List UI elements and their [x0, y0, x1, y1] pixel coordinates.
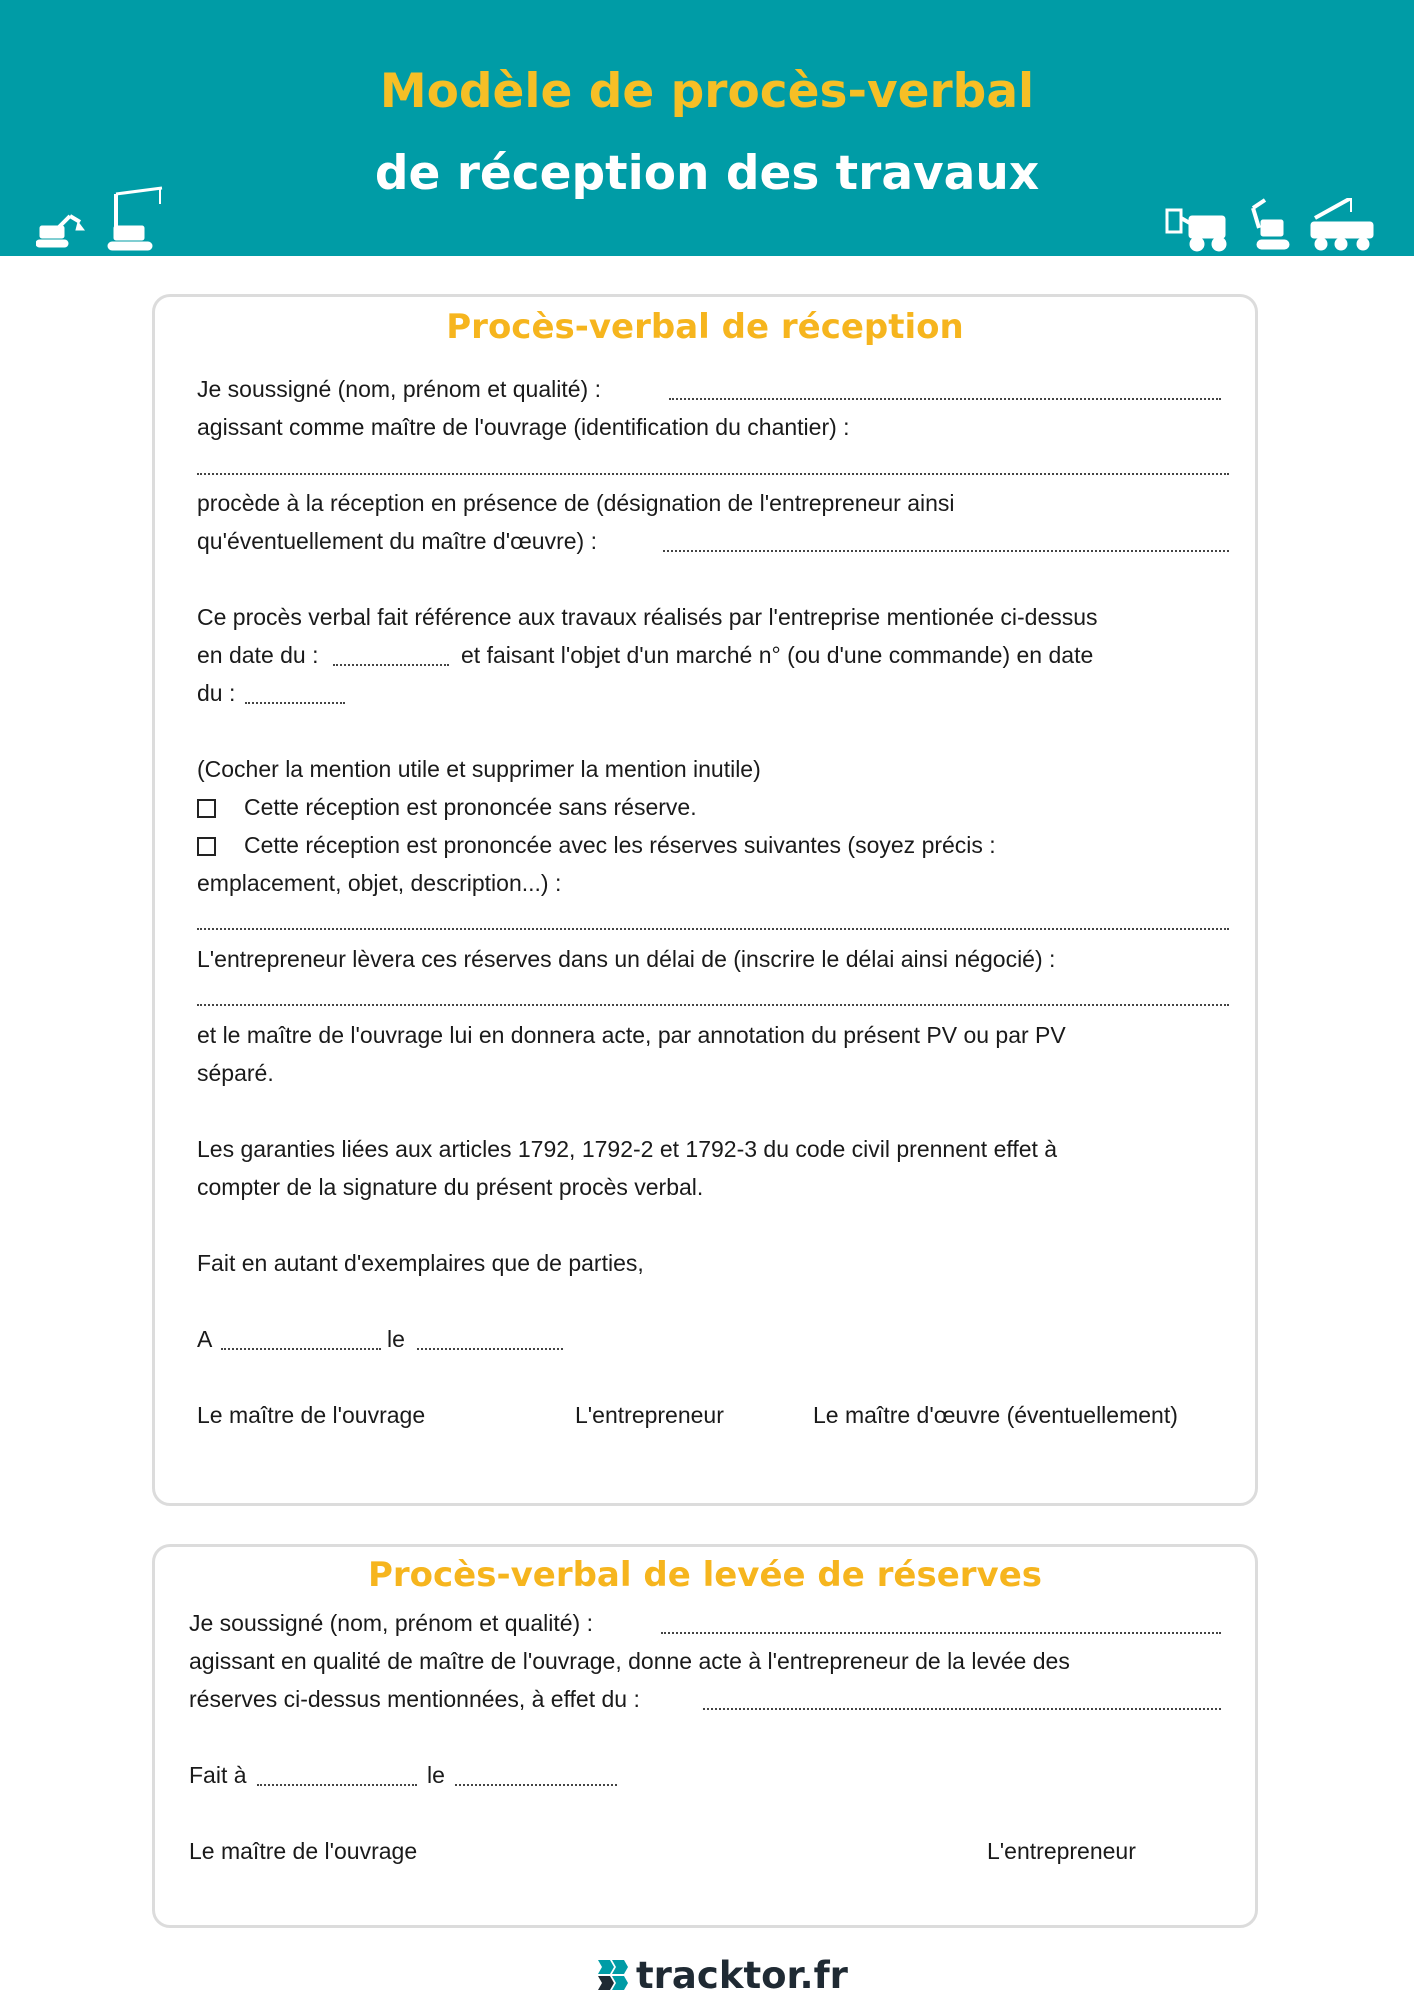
lifting-acte-line1: agissant en qualité de maître de l'ouvrage, donne acte à l'entrepreneur de la levée des [189, 1648, 1070, 1674]
header-banner [0, 0, 1414, 256]
lifting-date-prefix: le [427, 1762, 445, 1788]
lifting-signer-label: Je soussigné (nom, prénom et qualité) : [189, 1610, 593, 1636]
reception-reference-line1: Ce procès verbal fait référence aux travaux réalisés par l'entreprise mentionée ci-dessus [197, 604, 1098, 630]
reception-presence-line2: qu'éventuellement du maître d'œuvre) : [197, 528, 597, 554]
construction-machines-left [36, 186, 176, 252]
option-without-reserve-label: Cette réception est prononcée sans réserve. [244, 794, 697, 820]
lifting-signature-contractor: L'entrepreneur [987, 1838, 1136, 1864]
reception-signature-date-dotted-field[interactable] [417, 1348, 563, 1350]
reception-place-label: A [197, 1326, 213, 1352]
page-title-line2: de réception des travaux [374, 146, 1040, 201]
reception-reference-line2: et faisant l'objet d'un marché n° (ou d'une commande) en date [461, 642, 1094, 668]
construction-machines-right [1165, 198, 1385, 254]
option-with-reserves-label: Cette réception est prononcée avec les réserves suivantes (soyez précis : [244, 832, 996, 858]
reception-signer-label: Je soussigné (nom, prénom et qualité) : [197, 376, 601, 402]
signer-dotted-field[interactable] [669, 398, 1221, 400]
reception-acte-line2: séparé. [197, 1060, 274, 1086]
reception-copies-text: Fait en autant d'exemplaires que de parties, [197, 1250, 644, 1276]
reserves-details-label: emplacement, objet, description...) : [197, 870, 562, 896]
excavator-icon [1253, 200, 1289, 249]
loader-icon [1167, 210, 1226, 251]
contractor-dotted-field[interactable] [663, 550, 1229, 552]
reserves-dotted-field[interactable] [197, 928, 1229, 930]
reception-presence-line1: procède à la réception en présence de (désignation de l'entrepreneur ainsi [197, 490, 955, 516]
reserves-delay-label: L'entrepreneur lèvera ces réserves dans un délai de (inscrire le délai ainsi négocié) : [197, 946, 1056, 972]
option-without-reserve [197, 793, 697, 821]
reception-owner-label: agissant comme maître de l'ouvrage (identification du chantier) : [197, 414, 850, 440]
lifting-date-dotted-field[interactable] [455, 1784, 617, 1786]
works-date-dotted-field[interactable] [333, 664, 449, 666]
brand-name: tracktor.fr [636, 1953, 848, 1997]
reception-date-label: en date du : [197, 642, 319, 668]
reception-instruction: (Cocher la mention utile et supprimer la mention inutile) [197, 756, 761, 782]
checkbox-without-reserve[interactable] [197, 799, 216, 818]
reception-card [152, 294, 1258, 1506]
reception-acte-line1: et le maître de l'ouvrage lui en donnera acte, par annotation du présent PV ou par PV [197, 1022, 1066, 1048]
reception-date-prefix: le [387, 1326, 405, 1352]
option-with-reserves [197, 831, 996, 859]
signature-project-manager: Le maître d'œuvre (éventuellement) [813, 1402, 1178, 1428]
lifting-place-label: Fait à [189, 1762, 247, 1788]
reception-place-dotted-field[interactable] [221, 1348, 381, 1350]
lifting-effect-dotted-field[interactable] [703, 1708, 1221, 1710]
tracktor-logo-icon [598, 1960, 628, 1990]
lifting-signer-dotted-field[interactable] [661, 1632, 1221, 1634]
order-date-dotted-field[interactable] [245, 702, 345, 704]
lifting-signature-owner: Le maître de l'ouvrage [189, 1838, 418, 1864]
lifting-place-dotted-field[interactable] [257, 1784, 417, 1786]
signature-owner: Le maître de l'ouvrage [197, 1402, 426, 1428]
lifting-acte-line2: réserves ci-dessus mentionnées, à effet du : [189, 1686, 640, 1712]
reception-order-date-label: du : [197, 680, 236, 706]
reserves-lifting-title: Procès-verbal de levée de réserves [367, 1555, 1043, 1595]
reception-guarantees-line1: Les garanties liées aux articles 1792, 1792-2 et 1792-3 du code civil prennent effet à [197, 1136, 1058, 1162]
reserves-lifting-card [152, 1544, 1258, 1928]
drilling-rig-icon [108, 188, 162, 250]
checkbox-with-reserves[interactable] [197, 837, 216, 856]
footer-brand[interactable] [598, 1954, 848, 1996]
page-title-line1: Modèle de procès-verbal [379, 64, 1035, 119]
site-identification-dotted-field[interactable] [197, 473, 1229, 475]
reception-title: Procès-verbal de réception [446, 307, 964, 347]
reception-guarantees-line2: compter de la signature du présent procès verbal. [197, 1174, 704, 1200]
crane-truck-icon [1311, 198, 1373, 250]
delay-dotted-field[interactable] [197, 1004, 1229, 1006]
mini-excavator-icon [36, 216, 84, 247]
signature-contractor: L'entrepreneur [575, 1402, 724, 1428]
